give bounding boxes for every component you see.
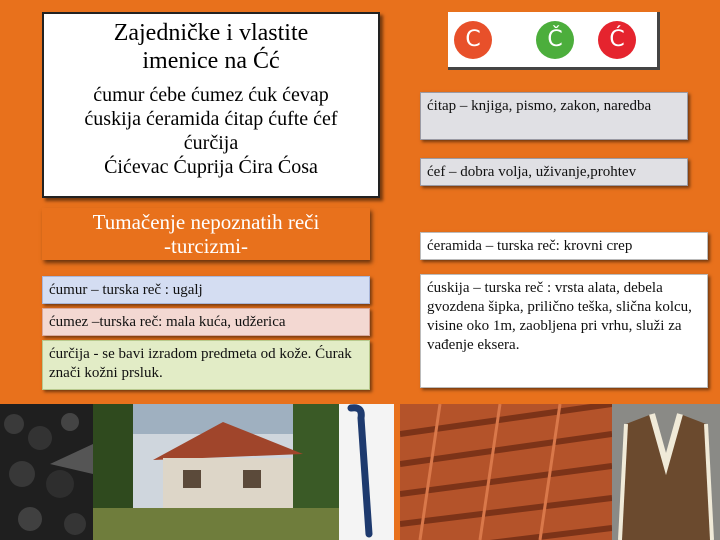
word-list-line-2: ćuskija ćeramida ćitap ćufte ćef <box>84 108 338 130</box>
title-line-2: imenice na Ćć <box>142 48 280 74</box>
word-list-line-1: ćumur ćebe ćumez ćuk ćevap <box>93 84 329 106</box>
coal-photo <box>0 404 93 540</box>
leather-vest-photo <box>612 404 720 540</box>
old-house-photo <box>93 404 339 540</box>
letter-badge-c: C <box>454 21 492 59</box>
definition-cumez: ćumez –turska reč: mala kuća, udžerica <box>42 308 370 336</box>
section-subheading <box>42 208 370 260</box>
letter-badge-c-caron: Č <box>536 21 574 59</box>
definition-ceramida: ćeramida – turska reč: krovni crep <box>420 232 708 260</box>
word-list <box>44 83 378 179</box>
word-list-line-3: ćurčija <box>183 132 239 154</box>
letter-badges <box>448 12 660 70</box>
page-title <box>44 19 378 75</box>
letter-badge-c-acute: Ć <box>598 21 636 59</box>
subheading-line-1: Tumačenje nepoznatih reči <box>92 210 320 234</box>
definition-cef: ćef – dobra volja, uživanje,prohtev <box>420 158 688 186</box>
subheading-line-2: -turcizmi- <box>164 234 248 258</box>
roof-tiles-photo <box>400 404 612 540</box>
title-line-1: Zajedničke i vlastite <box>113 20 309 46</box>
title-card <box>42 12 380 198</box>
definition-cuskija: ćuskija – turska reč : vrsta alata, debela gvozdena šipka, prilično teška, slična kolcu, visine oko 1m, zaobljena pri vrhu, služi za vađenje eksera. <box>420 274 708 388</box>
definition-curcija: ćurčija - se bavi izradom predmeta od kože. Ćurak znači kožni prsluk. <box>42 340 370 390</box>
crowbar-photo <box>339 404 394 540</box>
definition-citap: ćitap – knjiga, pismo, zakon, naredba <box>420 92 688 140</box>
definition-cumur: ćumur – turska reč : ugalj <box>42 276 370 304</box>
word-list-line-4: Ćićevac Ćuprija Ćira Ćosa <box>104 156 318 178</box>
